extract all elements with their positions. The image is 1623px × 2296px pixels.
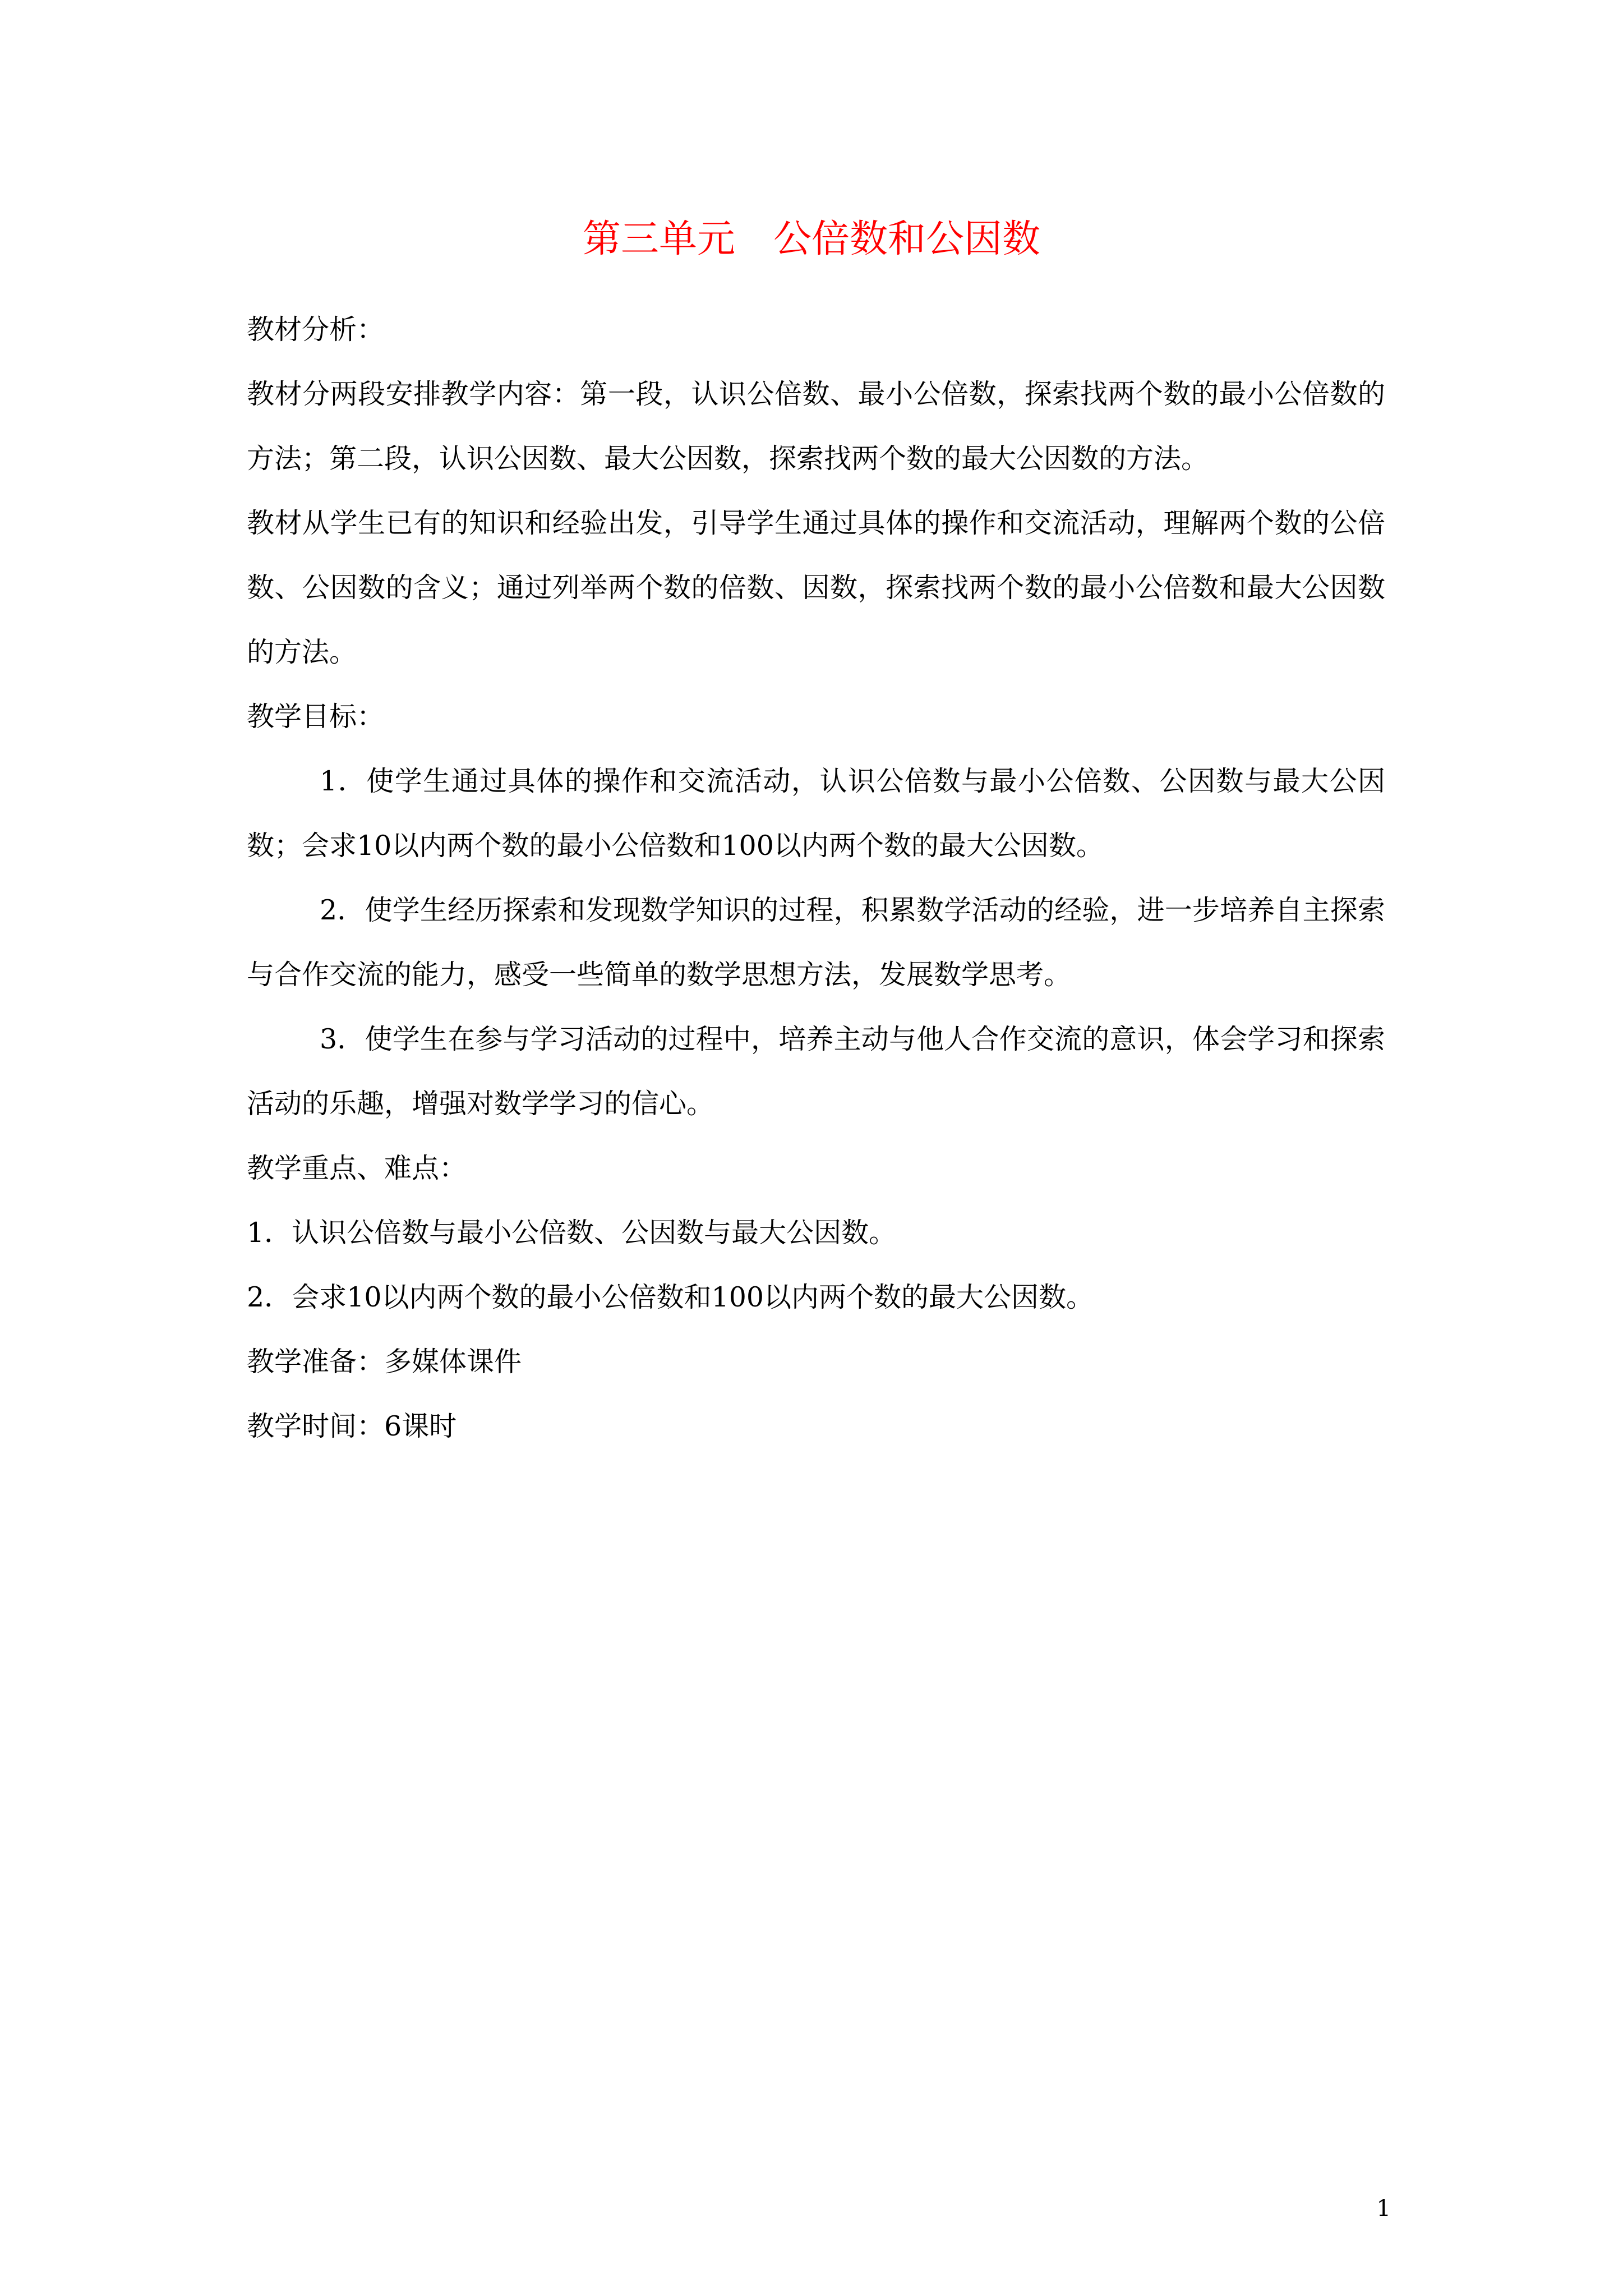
key-points-heading: 教学重点、难点： — [247, 1152, 467, 1184]
page-number: 1 — [1376, 2196, 1391, 2221]
key-point-1: 1．认识公倍数与最小公倍数、公因数与最大公因数。 — [247, 1217, 897, 1249]
teaching-preparation: 教学准备：多媒体课件 — [247, 1346, 522, 1378]
goal-item-3: 3．使学生在参与学习活动的过程中，培养主动与他人合作交流的意识，体会学习和探索活动的乐趣，增强对数学学习的信心。 — [247, 1023, 1385, 1120]
analysis-paragraph-2: 教材从学生已有的知识和经验出发，引导学生通过具体的操作和交流活动，理解两个数的公倍数、公因数的含义；通过列举两个数的倍数、因数，探索找两个数的最小公倍数和最大公因数的方法。 — [247, 507, 1385, 668]
document-title: 第三单元 公倍数和公因数 — [582, 217, 1040, 261]
analysis-paragraph-1: 教材分两段安排教学内容：第一段，认识公倍数、最小公倍数，探索找两个数的最小公倍数的方法；第二段，认识公因数、最大公因数，探索找两个数的最大公因数的方法。 — [247, 378, 1385, 475]
key-point-2: 2．会求10以内两个数的最小公倍数和100以内两个数的最大公因数。 — [247, 1281, 1094, 1313]
goals-heading: 教学目标： — [247, 701, 385, 733]
goal-item-2: 2．使学生经历探索和发现数学知识的过程，积累数学活动的经验，进一步培养自主探索与合作交流的能力，感受一些简单的数学思想方法，发展数学思考。 — [247, 894, 1385, 991]
teaching-time: 教学时间：6课时 — [247, 1410, 457, 1442]
goal-item-1: 1．使学生通过具体的操作和交流活动，认识公倍数与最小公倍数、公因数与最大公因数；会求10以内两个数的最小公倍数和100以内两个数的最大公因数。 — [247, 765, 1385, 862]
document-body — [247, 297, 1385, 1458]
analysis-heading: 教材分析： — [247, 314, 385, 346]
